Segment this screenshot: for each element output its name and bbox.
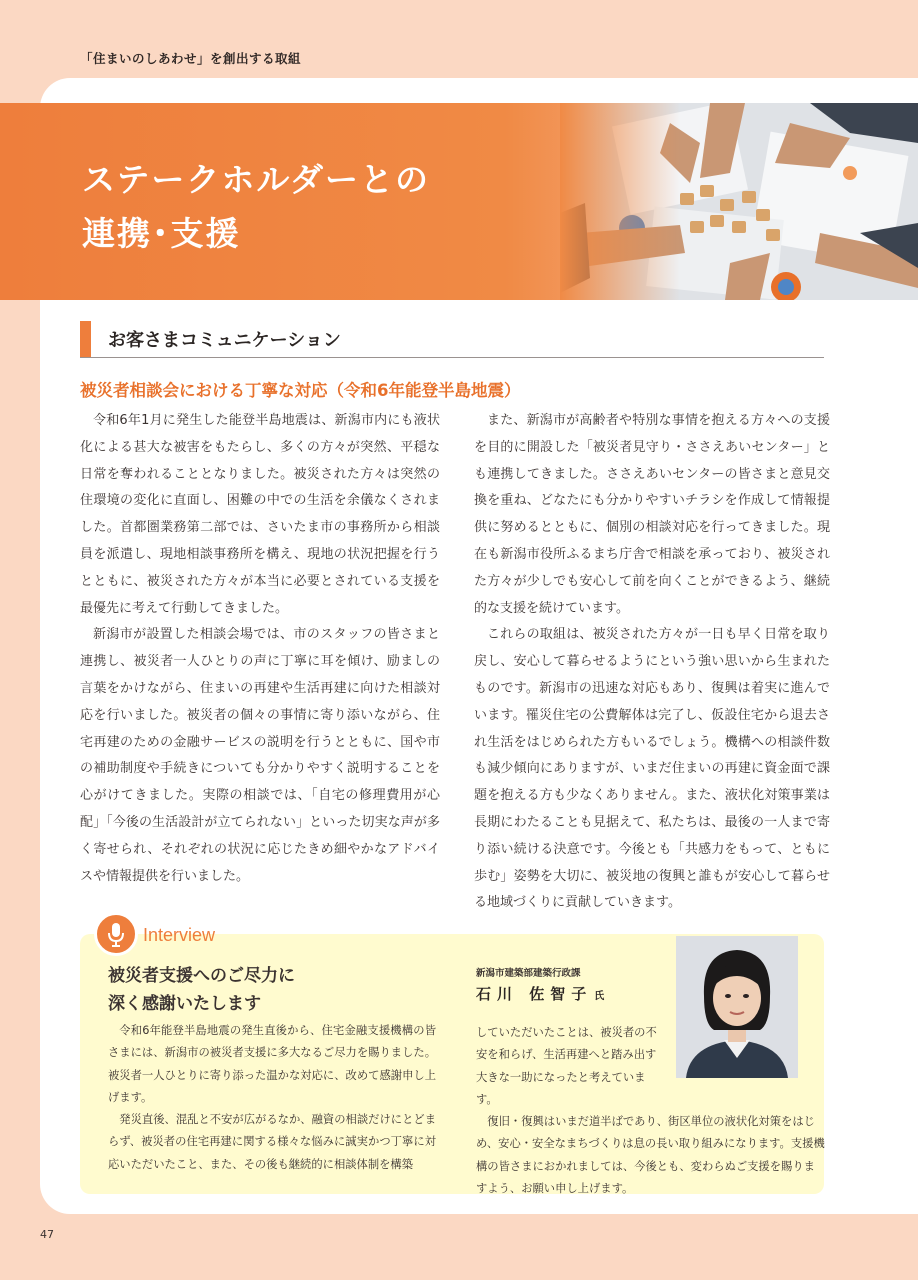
- hero-title: [82, 153, 430, 261]
- article-paragraph: これらの取組は、被災された方々が一日も早く日常を取り戻し、安心して暮らせるようにという強い思いから生まれたものです。新潟市の迅速な対応もあり、復興は着実に進んでいます。罹災住宅の公費解体は完了し、仮設住宅から退去され生活をはじめられた方もいるでしょう。機構への相談件数も減少傾向にありますが、いまだ住まいの再建に資金面で課題を抱える方も少なくありません。また、液状化対策事業は長期にわたることも見据えて、私たちは、最後の一人まで寄り添い続ける決意です。今後とも「共感力をもって、ともに歩む」姿勢を大切に、被災地の復興と誰もが安心して暮らせる地域づくりに貢献していきます。: [474, 627, 830, 911]
- hero-banner: [0, 103, 918, 300]
- interview-paragraph: 復旧・復興はいまだ道半ばであり、街区単位の液状化対策をはじめ、安心・安全なまちづくりは息の長い取り組みになります。支援機構の皆さまにおかれましては、今後とも、変わらぬご支援を賜りますよう、お願い申し上げます。: [476, 1115, 825, 1196]
- article-column-right: [474, 408, 830, 917]
- article-column-left: [80, 408, 440, 890]
- hero-title-line1: ステークホルダーとの: [82, 160, 431, 199]
- interviewee-name: [476, 983, 604, 1004]
- article-paragraph: 新潟市が設置した相談会場では、市のスタッフの皆さまと連携し、被災者一人ひとりの声に丁寧に耳を傾け、励ましの言葉をかけながら、住まいの再建や生活再建に向けた相談対応を行いました。被災者の個々の事情に寄り添いながら、住宅再建のための金融サービスの説明を行うとともに、国や市の補助制度や手続きについても分かりやすく説明することを心がけてきました。実際の相談では、「自宅の修理費用が心配」「今後の生活設計が立てられない」といった切実な声が多く寄せられ、それぞれの状況に応じたきめ細やかなアドバイスや情報提供を行いました。: [80, 627, 440, 884]
- hero-photo-puzzle-hands: [560, 103, 918, 300]
- article-subheading: 被災者相談会における丁寧な対応（令和6年能登半島地震）: [80, 381, 521, 400]
- section-heading-bar: [80, 321, 91, 357]
- interviewee-department: 新潟市建築部建築行政課: [476, 968, 581, 979]
- interview-paragraph: 令和6年能登半島地震の発生直後から、住宅金融支援機構の皆さまには、新潟市の被災者支援に多大なるご尽力を賜りました。被災者一人ひとりに寄り添った温かな対応に、改めて感謝申し上げます。: [108, 1024, 436, 1104]
- interviewee-name-suffix: 氏: [594, 991, 605, 1002]
- interviewee-name-text: 石川 佐智子: [476, 985, 593, 1003]
- hero-title-line2: 連携･支援: [82, 214, 241, 253]
- microphone-icon: [106, 922, 126, 948]
- interview-paragraph: していただいたことは、被災者の不安を和らげ、生活再建へと踏み出す大きな一助になったと考えています。: [476, 1026, 657, 1106]
- page-number: 47: [40, 1228, 54, 1241]
- interview-badge: [94, 912, 138, 956]
- top-label: 「住まいのしあわせ」を創出する取組: [80, 51, 302, 66]
- interview-body-left: [108, 1020, 436, 1176]
- section-heading: [80, 320, 824, 358]
- interview-paragraph: 発災直後、混乱と不安が広がるなか、融資の相談だけにとどまらず、被災者の住宅再建に関する様々な悩みに誠実かつ丁寧に対応いただいたこと、また、その後も継続的に相談体制を構築: [108, 1113, 436, 1171]
- interview-label: Interview: [143, 925, 216, 945]
- interview-title: [108, 962, 295, 1018]
- interview-title-line2: 深く感謝いたします: [108, 994, 261, 1014]
- interview-title-line1: 被災者支援へのご尽力に: [108, 966, 295, 986]
- section-heading-text: お客さまコミュニケーション: [108, 330, 341, 351]
- article-paragraph: 令和6年1月に発生した能登半島地震は、新潟市内にも液状化による甚大な被害をもたらし、多くの方々が突然、平穏な日常を奪われることとなりました。被災された方々は突然の住環境の変化に直面し、困難の中での生活を余儀なくされました。首都圏業務第二部では、さいたま市の事務所から相談員を派遣し、現地相談事務所を構え、現地の状況把握を行うとともに、被災された方々が本当に必要とされている支援を最優先に考えて行動してきました。: [80, 413, 440, 616]
- article-paragraph: また、新潟市が高齢者や特別な事情を抱える方々への支援を目的に開設した「被災者見守り・ささえあいセンター」とも連携してきました。ささえあいセンターの皆さまと意見交換を重ね、どなたにも分かりやすいチラシを作成して情報提供に努めるとともに、個別の相談対応を行ってきました。現在も新潟市役所ふるまち庁舎で相談を承っており、被災された方々が少しでも安心して前を向くことができるよう、継続的な支援を続けています。: [474, 413, 830, 616]
- interview-body-right: [476, 1022, 826, 1200]
